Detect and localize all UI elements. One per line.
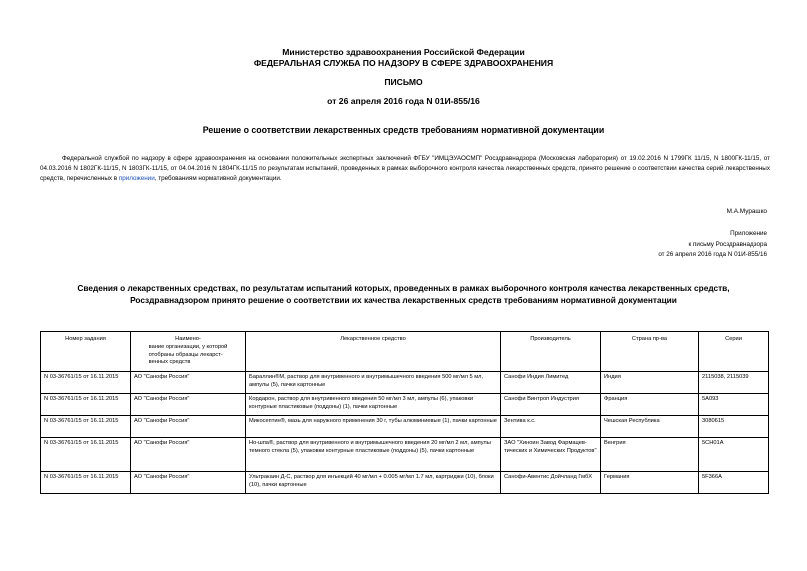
appendix-block xyxy=(658,229,767,261)
table-header-row xyxy=(41,332,769,372)
cell-series: 2115038, 2115039 xyxy=(699,372,769,394)
cell-manufacturer: Санофи Винтроп Индустрия xyxy=(501,394,601,416)
cell-organization: АО "Санофи Россия" xyxy=(131,438,246,472)
header-organization-l1: Наимено- xyxy=(175,336,201,342)
appendix-link[interactable]: приложении xyxy=(118,175,155,183)
cell-drug: Но-шпа®, раствор для внутривенного и внутримышечного введения 20 мг/мл 2 мл, ампулы темного стекла (5), упаковки контурные пластиковые (поддоны) (5), пачки картонные xyxy=(246,438,501,472)
appendix-date-number: от 26 апреля 2016 года N 01И-855/16 xyxy=(658,251,767,258)
appendix-label: Приложение xyxy=(730,230,767,237)
header-series: Серии xyxy=(699,332,769,372)
appendix-reference: к письму Росздравнадзора xyxy=(688,240,767,248)
ministry-heading: Министерство здравоохранения Российской Федерации xyxy=(282,47,525,57)
cell-series: 3080615 xyxy=(699,416,769,438)
cell-task: N 03-36761/15 от 16.11.2015 xyxy=(41,438,131,472)
cell-organization: АО "Санофи Россия" xyxy=(131,372,246,394)
cell-drug: Бараллин®М, раствор для внутривенного и внутримышечного введения 500 мг/мл 5 мл, ампулы (5), пачки картонные xyxy=(246,372,501,394)
cell-task: N 03-36761/15 от 16.11.2015 xyxy=(41,416,131,438)
header-organization-l3: отобраны образцы лекарст- xyxy=(148,351,223,358)
header-drug: Лекарственное средство xyxy=(246,332,501,372)
letter-body-paragraph xyxy=(40,154,770,185)
cell-country: Венгрия xyxy=(601,438,699,472)
header-manufacturer: Производитель xyxy=(501,332,601,372)
document-type-heading: ПИСЬМО xyxy=(384,77,423,87)
cell-drug: Ультракаин Д-С, раствор для инъекций 40 мг/мл + 0.005 мг/мл 1.7 мл, картриджи (10), блоки (10), пачки картонные xyxy=(246,472,501,494)
cell-drug: Микосептин®, мазь для наружного применения 30 г, тубы алюминиевые (1), пачки картонные xyxy=(246,416,501,438)
cell-drug: Кордарон, раствор для внутривенного введения 50 мг/мл 3 мл, ампулы (6), упаковки контурные пластиковые (поддоны) (1), пачки картонные xyxy=(246,394,501,416)
cell-organization: АО "Санофи Россия" xyxy=(131,472,246,494)
cell-series: 5CH01A xyxy=(699,438,769,472)
table-row xyxy=(41,416,769,438)
header-organization-l4: венных средств xyxy=(148,359,191,366)
cell-task: N 03-36761/15 от 16.11.2015 xyxy=(41,394,131,416)
table-title-line-1: Сведения о лекарственных средствах, по результатам испытаний которых, проведенных в рамках выборочного контроля качества лекарственных средств, xyxy=(77,283,730,293)
table-row xyxy=(41,394,769,416)
cell-task: N 03-36761/15 от 16.11.2015 xyxy=(41,372,131,394)
cell-series: 5А093 xyxy=(699,394,769,416)
table-title-line-2: Росздравнадзором принято решение о соответствии их качества лекарственных средств требованиям нормативной документации xyxy=(130,294,677,305)
cell-organization: АО "Санофи Россия" xyxy=(131,416,246,438)
signer-name: М.А.Мурашко xyxy=(726,208,767,215)
body-text-start: Федеральной службой по надзору в сфере здравоохранения на основании положительных экспертных заключений ФГБУ "ИМЦЭУАОСМП" Росздравнадзора (Московская лаборатория) от 19.02.2016 N 1799ГК 11/15, N 1800ГК-11/15, от 04.03.2016 N 1802ГК-11/15, N 1803ГК-11/15, от 04.04.2016 N 1804ГК-11/15 по результатам испытаний, проведенных в рамках выборочного контроля качества лекарственных средств, принято решение о соответствии качества серий лекарственных средств, перечисленных в xyxy=(40,155,770,183)
cell-manufacturer: Зентива к.с. xyxy=(501,416,601,438)
cell-manufacturer: Санофи-Авентис Дойчланд ГмбХ xyxy=(501,472,601,494)
header-organization xyxy=(131,332,246,372)
header-task-number: Номер задания xyxy=(41,332,131,372)
header-country: Страна пр-ва xyxy=(601,332,699,372)
table-row xyxy=(41,438,769,472)
cell-task: N 03-36761/15 от 16.11.2015 xyxy=(41,472,131,494)
body-text-end: , требованиям нормативной документации. xyxy=(154,175,282,183)
table-title xyxy=(0,283,807,306)
table-row xyxy=(41,372,769,394)
document-subject: Решение о соответствии лекарственных средств требованиям нормативной документации xyxy=(202,125,605,135)
cell-series: 5F366A xyxy=(699,472,769,494)
cell-country: Индия xyxy=(601,372,699,394)
table-row xyxy=(41,472,769,494)
cell-country: Франция xyxy=(601,394,699,416)
cell-manufacturer: ЗАО "Хиноин Завод Фармацев-тических и Химических Продуктов" xyxy=(501,438,601,472)
medicines-table xyxy=(40,331,769,494)
cell-organization: АО "Санофи Россия" xyxy=(131,394,246,416)
document-date-number: от 26 апреля 2016 года N 01И-855/16 xyxy=(327,96,480,106)
cell-country: Чешская Республика xyxy=(601,416,699,438)
service-heading: ФЕДЕРАЛЬНАЯ СЛУЖБА ПО НАДЗОРУ В СФЕРЕ ЗДРАВООХРАНЕНИЯ xyxy=(253,58,554,68)
cell-country: Германия xyxy=(601,472,699,494)
header-organization-l2: вание организации, у которой xyxy=(148,343,228,350)
cell-manufacturer: Санофи Индия Лимитед xyxy=(501,372,601,394)
